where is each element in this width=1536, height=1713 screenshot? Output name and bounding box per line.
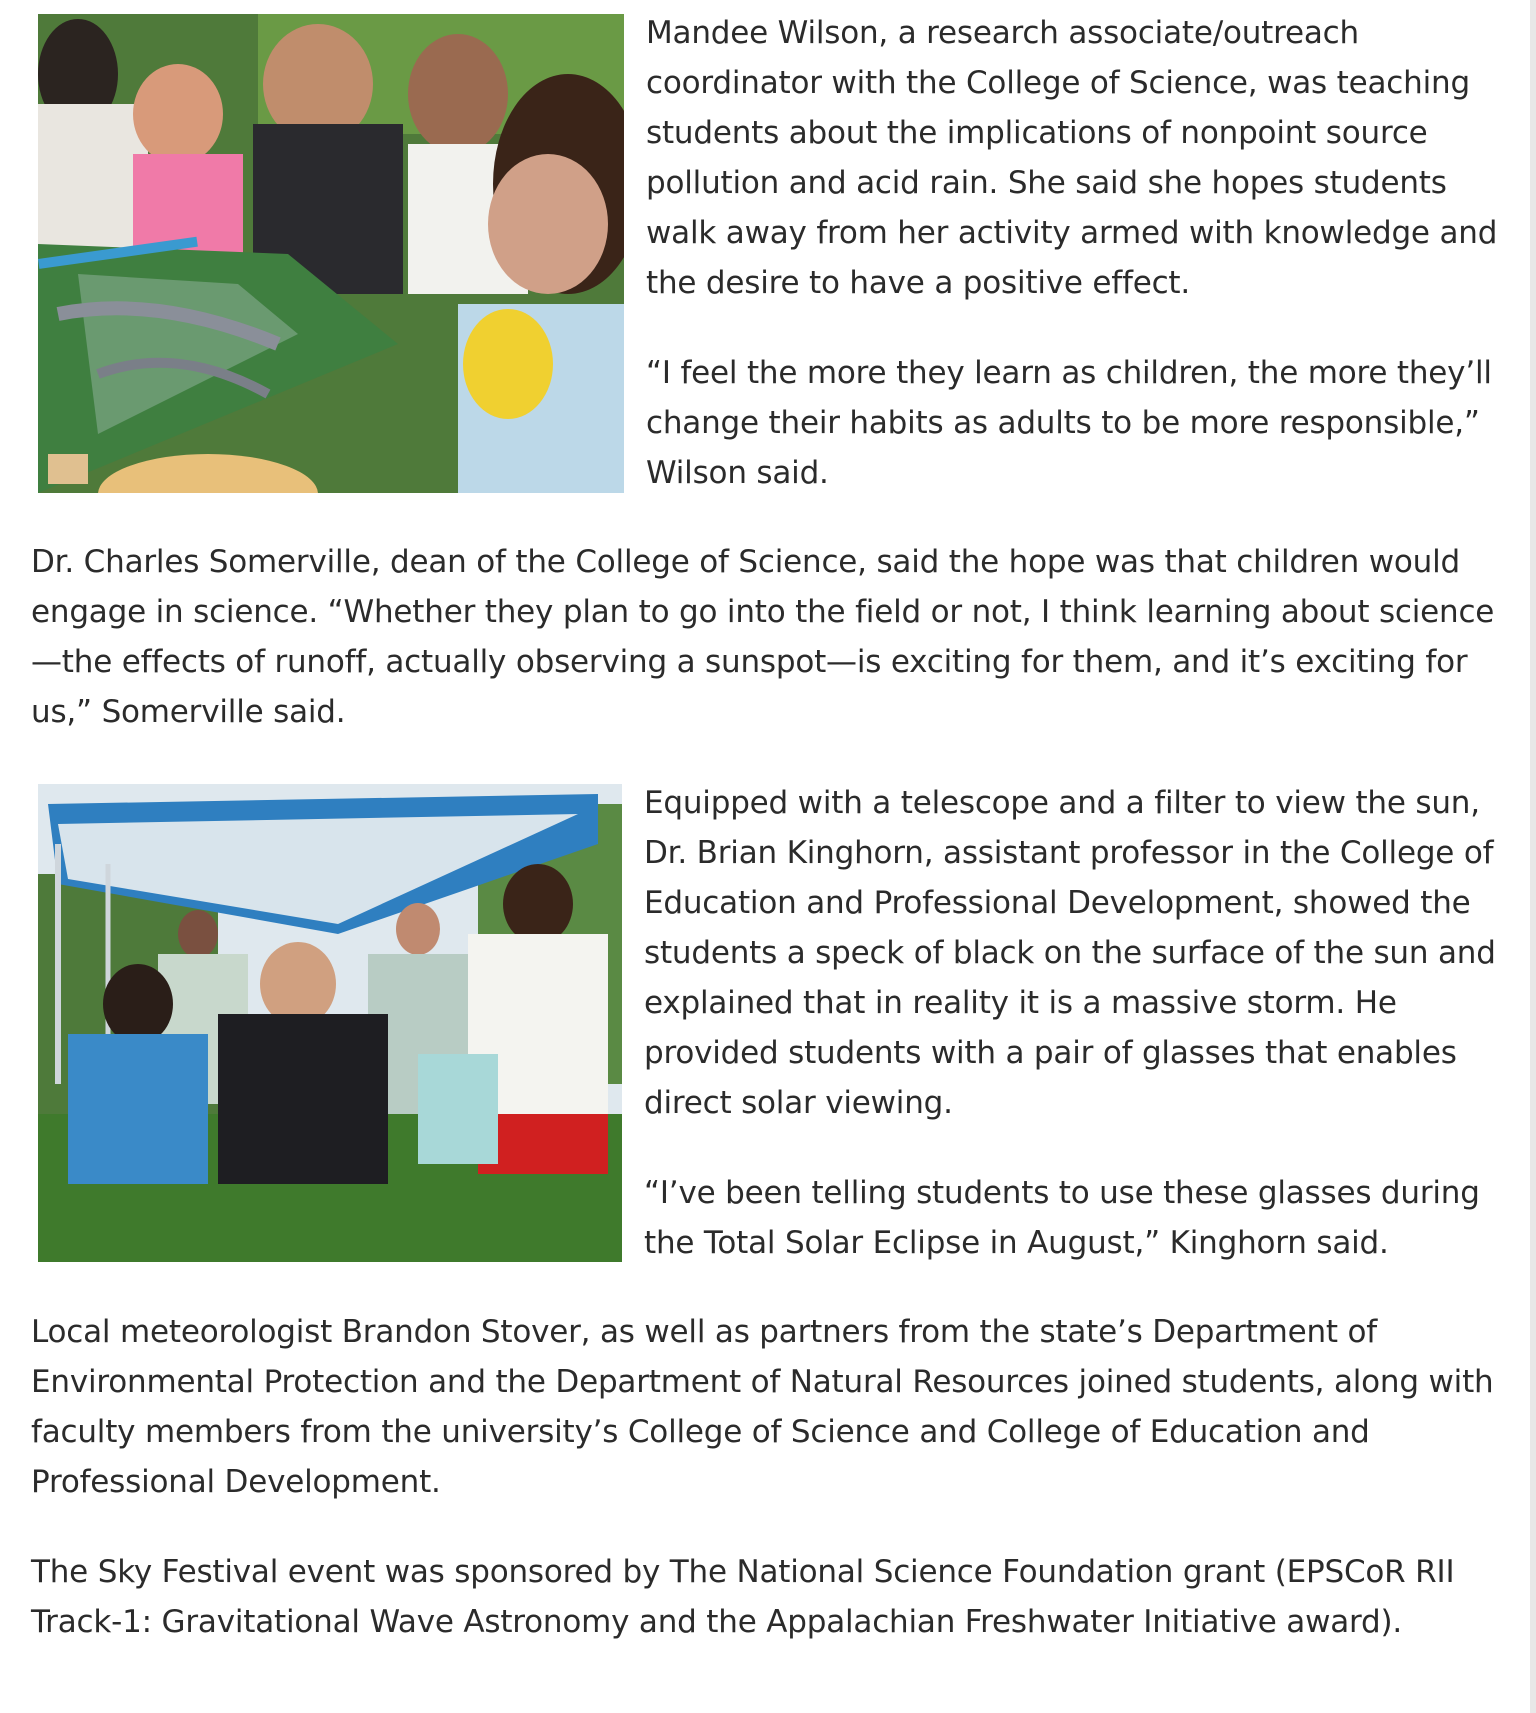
- photo-children-watershed-model: [38, 14, 624, 493]
- section1-text: [646, 8, 1506, 498]
- paragraph-sponsor: The Sky Festival event was sponsored by The National Science Foundation grant (EPSCoR RII Track-1: Gravitational Wave Astronomy and the Appalachian Freshwater Initiative award).: [31, 1554, 1455, 1640]
- paragraph-stover-block: [31, 1307, 1511, 1507]
- paragraph-somerville-block: [31, 537, 1511, 737]
- photo-students-under-canopy: [38, 784, 622, 1262]
- section2-text: [644, 778, 1508, 1268]
- paragraph-somerville: Dr. Charles Somerville, dean of the College of Science, said the hope was that children would engage in science. “Whether they plan to go into the field or not, I think learning about science—the effects of runoff, actually observing a sunspot—is exciting for them, and it’s exciting for us,” Somerville said.: [31, 544, 1495, 730]
- paragraph-wilson: Mandee Wilson, a research associate/outreach coordinator with the College of Science, was teaching students about the implications of nonpoint source pollution and acid rain. She said she hopes students walk away from her activity armed with knowledge and the desire to have a positive effect.: [646, 15, 1498, 301]
- paragraph-wilson-quote: “I feel the more they learn as children, the more they’ll change their habits as adults to be more responsible,” Wilson said.: [646, 355, 1492, 491]
- paragraph-stover: Local meteorologist Brandon Stover, as well as partners from the state’s Department of Environmental Protection and the Department of Natural Resources joined students, along with faculty members from the university’s College of Science and College of Education and Professional Development.: [31, 1314, 1494, 1500]
- paragraph-kinghorn: Equipped with a telescope and a filter to view the sun, Dr. Brian Kinghorn, assistant professor in the College of Education and Professional Development, showed the students a speck of black on the surface of the sun and explained that in reality it is a massive storm. He provided students with a pair of glasses that enables direct solar viewing.: [644, 785, 1496, 1121]
- paragraph-kinghorn-quote: “I’ve been telling students to use these glasses during the Total Solar Eclipse in August,” Kinghorn said.: [644, 1175, 1480, 1261]
- page-scroll-edge: [1530, 0, 1536, 1713]
- paragraph-sponsor-block: [31, 1547, 1511, 1647]
